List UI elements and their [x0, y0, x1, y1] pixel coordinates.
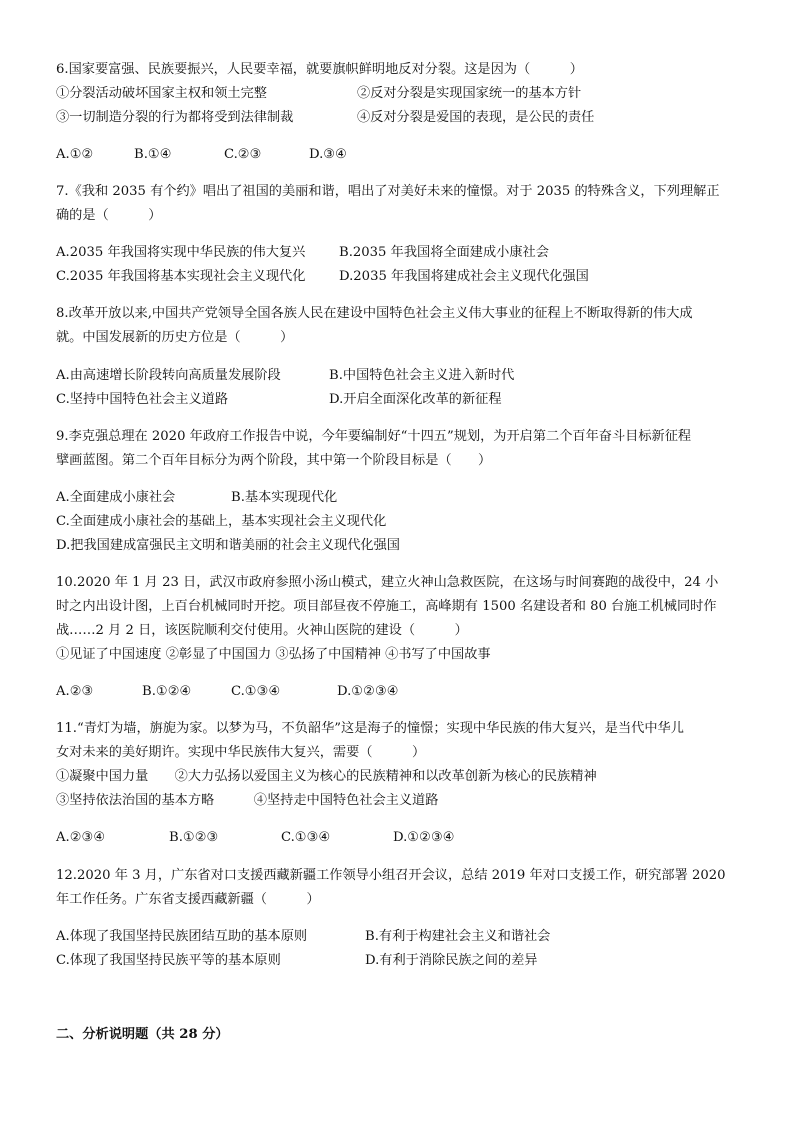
q7-option-d: D.2035 年我国将建成社会主义现代化强国: [339, 269, 589, 284]
q6-statement-4: ④反对分裂是爱国的表现，是公民的责任: [357, 110, 595, 125]
q7-stem-line1: 7.《我和 2035 有个约》唱出了祖国的美丽和谐，唱出了对美好未来的憧憬。对于 2035 的特殊含义，下列理解正: [56, 184, 720, 199]
q8-stem-line2: 就。中国发展新的历史方位是（ ）: [56, 330, 294, 345]
q12-option-d: D.有利于消除民族之间的差异: [365, 953, 538, 968]
q11-stem-line2: 女对未来的美好期许。实现中华民族伟大复兴，需要（ ）: [56, 745, 426, 760]
q8-option-b: B.中国特色社会主义进入新时代: [329, 368, 515, 383]
q9-option-b: B.基本实现现代化: [231, 490, 338, 505]
q12-stem-line1: 12.2020 年 3 月，广东省对口支援西藏新疆工作领导小组召开会议，总结 2019 年对口支援工作，研究部署 2020: [56, 868, 726, 883]
q9-option-d: D.把我国建成富强民主文明和谐美丽的社会主义现代化强国: [56, 538, 400, 553]
q11-statements-3-4: ③坚持依法治国的基本方略 ④坚持走中国特色社会主义道路: [56, 793, 439, 808]
q6-option-a: A.①②: [56, 147, 94, 162]
q10-stem-line1: 10.2020 年 1 月 23 日，武汉市政府参照小汤山模式，建立火神山急救医院，在这场与时间赛跑的战役中，24 小: [56, 575, 719, 590]
q12-option-c: C.体现了我国坚持民族平等的基本原则: [56, 953, 281, 968]
q10-option-b: B.①②④: [142, 684, 192, 699]
q9-option-a: A.全面建成小康社会: [56, 490, 176, 505]
q9-stem-line2: 擘画蓝图。第二个百年目标分为两个阶段，其中第一个阶段目标是（ ）: [56, 453, 492, 468]
q12-stem-line2: 年工作任务。广东省支援西藏新疆（ ）: [56, 892, 320, 907]
q10-option-c: C.①③④: [231, 684, 281, 699]
q11-stem-line1: 11.“青灯为墙，旃旎为家。以梦为马，不负韶华”这是海子的憧憬；实现中华民族的伟大复兴，是当代中华儿: [56, 721, 684, 736]
section-2-heading: 二、分析说明题（共 28 分）: [56, 1027, 229, 1042]
q8-option-c: C.坚持中国特色社会主义道路: [56, 392, 229, 407]
q8-option-d: D.开启全面深化改革的新征程: [329, 392, 502, 407]
q6-statement-3: ③一切制造分裂的行为都将受到法律制裁: [56, 110, 294, 125]
q11-statements-1-2: ①凝聚中国力量 ②大力弘扬以爱国主义为核心的民族精神和以改革创新为核心的民族精神: [56, 769, 597, 784]
q11-option-d: D.①②③④: [393, 830, 455, 845]
q8-stem-line1: 8.改革开放以来,中国共产党领导全国各族人民在建设中国特色社会主义伟大事业的征程上不断取得新的伟大成: [56, 306, 693, 321]
q6-statement-2: ②反对分裂是实现国家统一的基本方针: [357, 86, 582, 101]
q10-stem-line2: 时之内出设计图，上百台机械同时开挖。项目部昼夜不停施工，高峰期有 1500 名建设者和 80 台施工机械同时作: [56, 599, 717, 614]
q6-statement-1: ①分裂活动破坏国家主权和领土完整: [56, 86, 267, 101]
q10-stem-line3: 战……2 月 2 日，该医院顺利交付使用。火神山医院的建设（ ）: [56, 623, 468, 638]
q6-option-b: B.①④: [134, 147, 172, 162]
q7-stem-line2: 确的是（ ）: [56, 208, 162, 223]
q8-option-a: A.由高速增长阶段转向高质量发展阶段: [56, 368, 281, 383]
q12-option-b: B.有利于构建社会主义和谐社会: [365, 929, 551, 944]
q7-option-a: A.2035 年我国将实现中华民族的伟大复兴: [56, 245, 306, 260]
q11-option-c: C.①③④: [281, 830, 331, 845]
q11-option-a: A.②③④: [56, 830, 106, 845]
q6-option-d: D.③④: [309, 147, 347, 162]
q10-statements: ①见证了中国速度 ②彰显了中国国力 ③弘扬了中国精神 ④书写了中国故事: [56, 647, 491, 662]
q9-option-c: C.全面建成小康社会的基础上，基本实现社会主义现代化: [56, 514, 387, 529]
q10-option-a: A.②③: [56, 684, 94, 699]
q7-option-b: B.2035 年我国将全面建成小康社会: [339, 245, 549, 260]
q10-option-d: D.①②③④: [337, 684, 399, 699]
q6-stem: 6.国家要富强、民族要振兴，人民要幸福，就要旗帜鲜明地反对分裂。这是因为（ ）: [56, 62, 583, 77]
q7-option-c: C.2035 年我国将基本实现社会主义现代化: [56, 269, 306, 284]
q6-option-c: C.②③: [224, 147, 262, 162]
q9-stem-line1: 9.李克强总理在 2020 年政府工作报告中说，今年要编制好“十四五”规划，为开启第二个百年奋斗目标新征程: [56, 429, 692, 444]
q11-option-b: B.①②③: [169, 830, 219, 845]
q12-option-a: A.体现了我国坚持民族团结互助的基本原则: [56, 929, 308, 944]
